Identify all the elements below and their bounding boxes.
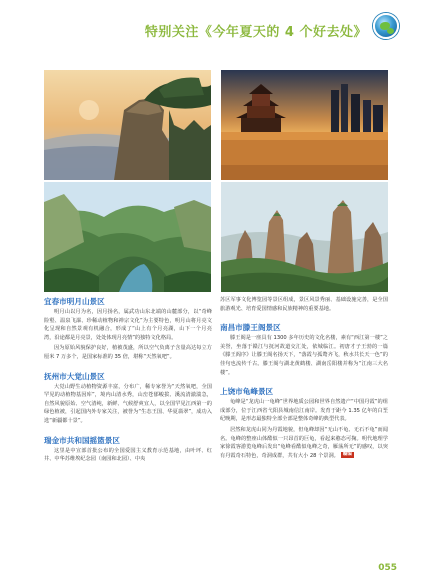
guifeng-paragraph-2-text: 居然和龙虎山同为丹霞地貌，但龟峰却因“无山不龟、无石不龟”而闻名。龟峰的整座山体酷似一只昂首的巨龟，看起来憨态可掬。明代地理学家徐霞客游览龟峰后发出“龟峰看酷似龟峰之奇，雁荡所无”的感叹，以突有丹霞奇石特色，奇洞成群，共有大小 28 个景洞。 [220, 426, 388, 459]
mingyue-paragraph-1: 明月山以月为名，因月扬名，属武功山东北端的山麓部分，以“奇峰险壑、温泉飞瀑、珍稀动植物和禅宗文化”为主要特色，明月山将月亮文化呈现和自然景观有机融合，形成了“山上有个月亮湖，山下一个月亮湾，沿途都是月亮景，处处体现月亮情”的独特文化格局。 [44, 309, 212, 341]
right-column [220, 296, 388, 462]
page-number: 055 [378, 563, 397, 573]
tengwang-pavilion-photo [221, 70, 388, 180]
section-title-dajue: 抚州市大觉山景区 [44, 371, 105, 381]
dajue-mountain-photo [44, 182, 211, 292]
section-title-guifeng: 上饶市龟峰景区 [220, 387, 274, 397]
tengwang-paragraph-1: 滕王阁是一座具有 1300 多年历史的文化名楼，素有“西江第一楼”之美誉，坐落于赣江与抚河故道交汇处，依城临江。初唐才子王勃的一篇《滕王阁序》让滕王阁名扬天下，“落霞与孤鹜齐飞，秋水共长天一色”的佳句也流传千古。滕王阁与湖北黄鹤楼、湖南岳阳楼并称为“江南三大名楼”。 [220, 335, 388, 376]
photo-grid [44, 70, 388, 292]
section-title-ruijin: 瑞金市共和国摇篮景区 [44, 435, 120, 445]
mingyue-paragraph-2: 因为原始风貌保护良好，植被茂盛，所以空气负离子含量高达每立方厘米 7 万多个，是国家标准的 35 倍，堪称“天然氧吧”。 [44, 345, 212, 360]
guifeng-paragraph-2 [220, 426, 388, 460]
ruijin-paragraph-cont: 苏区军事文化博览园等景区组成，景区风景秀丽、基础设施完善，是全国旅游观光、培育爱国情感和民族精神的重要基地。 [220, 297, 388, 312]
guifeng-paragraph-1: 龟峰是“龙虎山一龟峰”世界地质公园和世界自然遗产“中国丹霞”的组成部分，位于江西省弋阳县城南信江南岸。发育于距今 1.35 亿年的白垩纪晚期，是形态最独特全部全部是整体奇峰的典型代表。 [220, 399, 388, 423]
page-header [0, 0, 427, 52]
header-title: 特别关注《今年夏天的 4 个好去处》 [144, 25, 367, 40]
dajue-paragraph-1: 大觉山野生动植物资源丰富，分布广，稀专家誉为“天然氧吧，全国罕见的动植物基因库”，境内山清水秀，山峦苍郁峻拔、溪流清澈湍急，自然风貌原始、空气清纯，新鲜、气候舒爽宜人，以全国罕见江西第一的绿色植被，引起国内外专家关注，被誉为“生态王国、华夏翡翠”，成功入选“新疆都十景”。 [44, 383, 212, 424]
ruijin-paragraph-1: 这里是中宣部首批公布的全国爱国主义教育示范基地，由叶坪、红井、中华苏维埃纪念园（南园和北园）、中央 [44, 447, 212, 463]
guifeng-photo [221, 182, 388, 292]
section-title-tengwang: 南昌市滕王阁景区 [220, 323, 281, 333]
mingyue-mountain-photo [44, 70, 211, 180]
editor-tag: 赣编 [342, 452, 352, 458]
globe-logo-icon [373, 13, 399, 39]
section-title-mingyue: 宜春市明月山景区 [44, 297, 105, 306]
left-column [44, 296, 212, 466]
